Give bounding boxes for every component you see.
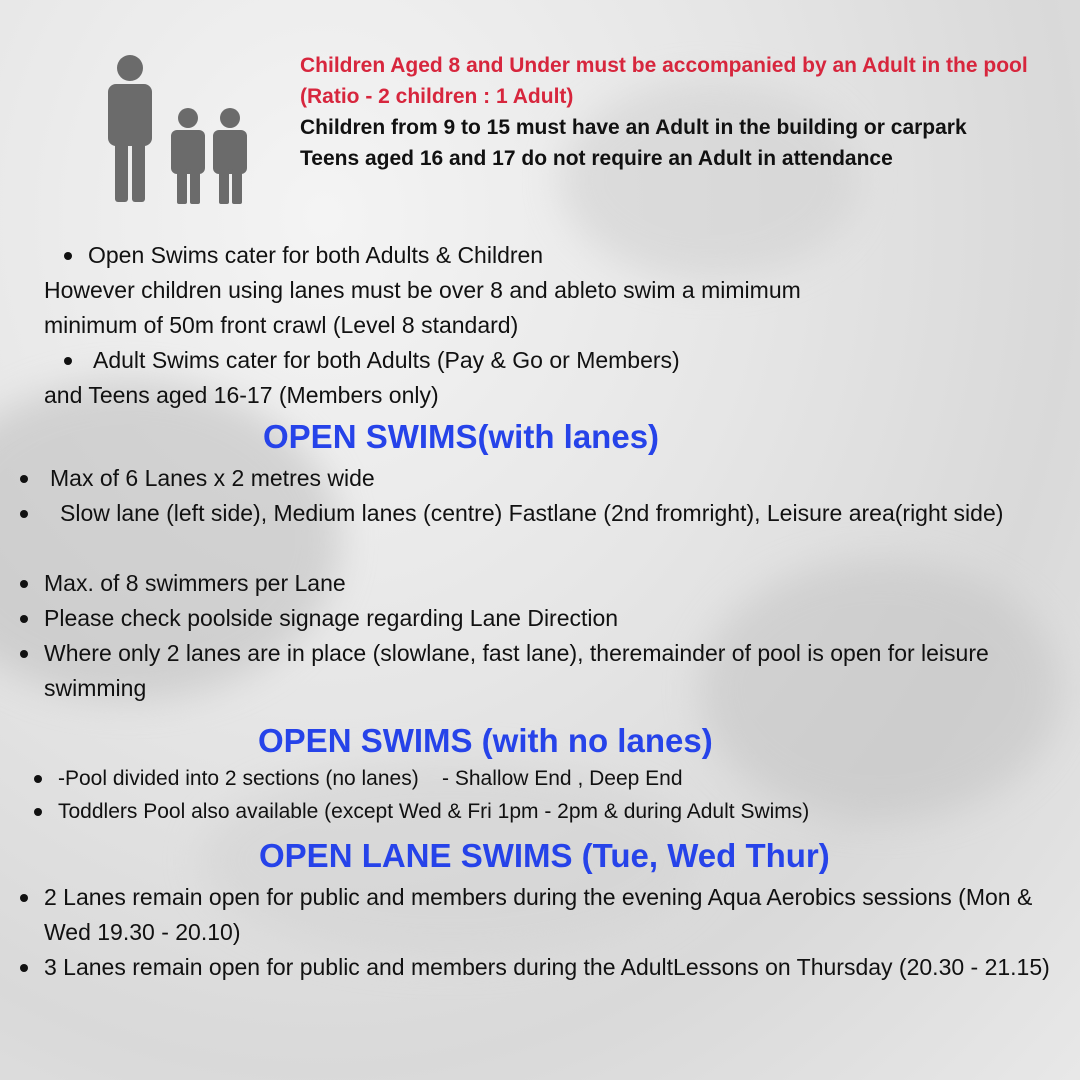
bullet-dot [20,650,28,658]
notice-teens-rule: Teens aged 16 and 17 do not require an Adult in attendance [300,147,893,170]
bullet-dot [34,775,42,783]
age-notice [300,50,1060,174]
heading-open-lane-swims: OPEN LANE SWIMS (Tue, Wed Thur) [259,837,830,874]
bullet-dot [20,894,28,902]
no-lanes-item: Toddlers Pool also available (except Wed & Fri 1pm - 2pm & during Adult Swims) [58,800,810,823]
lanes-item: Please check poolside signage regarding Lane Direction [44,605,619,631]
lane-swims-item: 2 Lanes remain open for public and members during the evening Aqua Aerobics sessions (Mon & Wed 19.30 - 20.10) [44,884,1033,945]
lanes-item: Slow lane (left side), Medium lanes (centre) Fastlane (2nd fromright), Leisure area(right side) [60,500,1004,526]
bullet-dot [64,357,72,365]
bullet-dot [34,808,42,816]
intro-open-swims: Open Swims cater for both Adults & Children [88,242,544,268]
heading-open-swims-lanes: OPEN SWIMS(with lanes) [263,418,660,455]
intro-open-swims-cont: However children using lanes must be over 8 and ableto swim a mimimum [44,277,801,303]
notice-accompany-rule: Children Aged 8 and Under must be accompanied by an Adult in the pool [300,54,1028,77]
notice-ratio: (Ratio - 2 children : 1 Adult) [300,85,574,108]
bullet-dot [20,580,28,588]
no-lanes-item: -Pool divided into 2 sections (no lanes) - Shallow End , Deep End [58,767,683,790]
lanes-item: Max. of 8 swimmers per Lane [44,570,346,596]
lanes-item: Where only 2 lanes are in place (slowlane, fast lane), theremainder of pool is open for leisure swimming [44,640,989,701]
intro-adult-swims-cont: and Teens aged 16-17 (Members only) [44,382,439,408]
lanes-item: Max of 6 Lanes x 2 metres wide [50,465,375,491]
family-icon [100,50,260,210]
bullet-dot [20,615,28,623]
bullet-dot [20,510,28,518]
notice-building-rule: Children from 9 to 15 must have an Adult in the building or carpark [300,116,967,139]
heading-open-swims-no-lanes: OPEN SWIMS (with no lanes) [258,722,713,759]
bullet-dot [20,475,28,483]
intro-adult-swims: Adult Swims cater for both Adults (Pay & Go or Members) [93,347,680,373]
lane-swims-item: 3 Lanes remain open for public and members during the AdultLessons on Thursday (20.30 - 21.15) [44,954,1050,980]
bullet-dot [20,964,28,972]
intro-open-swims-cont: minimum of 50m front crawl (Level 8 standard) [44,312,519,338]
bullet-dot [64,252,72,260]
